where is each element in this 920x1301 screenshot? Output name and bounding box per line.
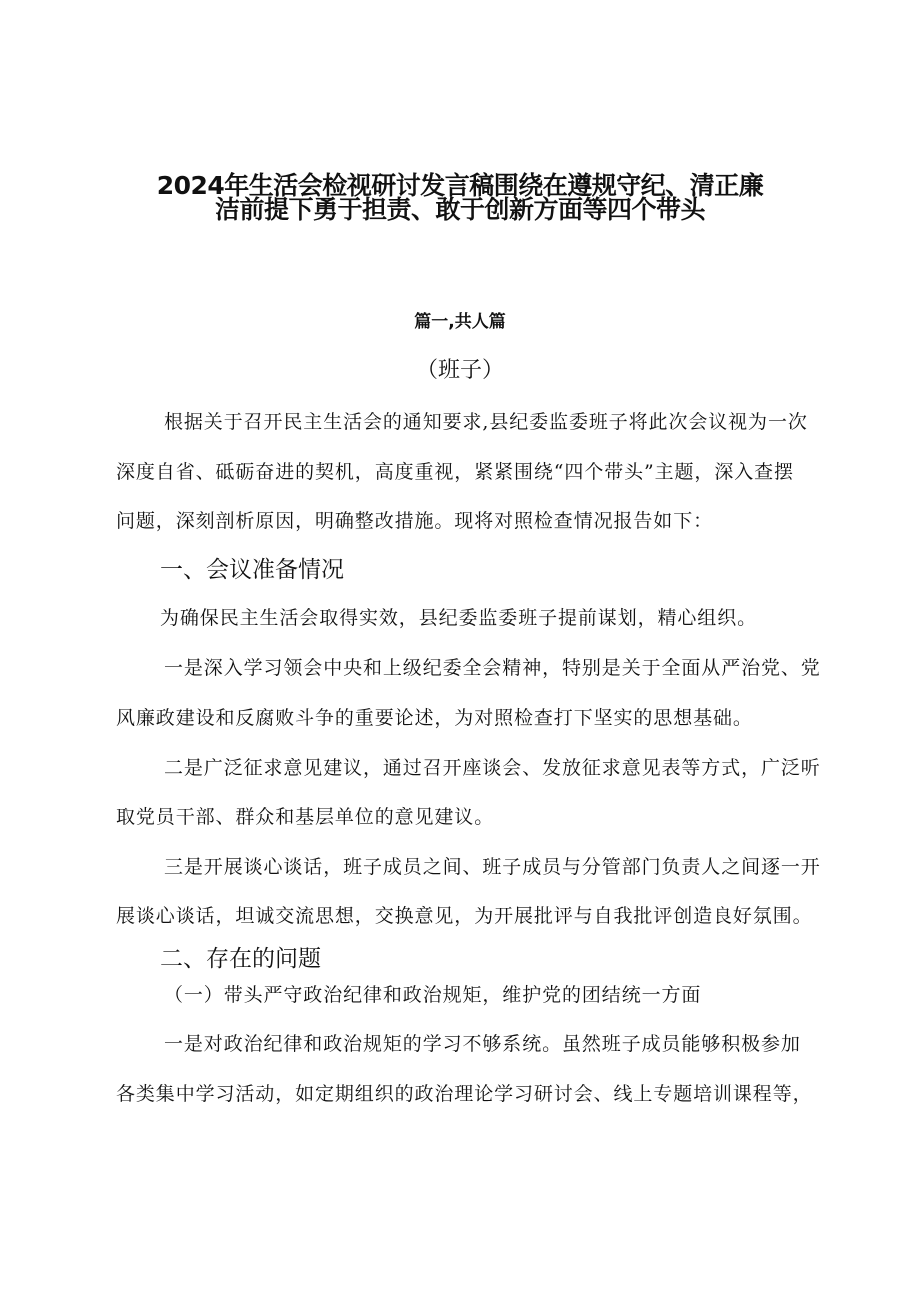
preparation-item-3-line-2: 展谈心谈话，坦诚交流思想，交换意见，为开展批评与自我批评创造良好氛围。 (116, 905, 813, 927)
preparation-item-3-line-1: 三是开展谈心谈话，班子成员之间、班子成员与分管部门负责人之间逐一开 (164, 856, 821, 878)
preparation-intro: 为确保民主生活会取得实效，县纪委监委班子提前谋划，精心组织。 (160, 607, 758, 629)
document-title-line-2: 洁前提下勇于担责、敢于创新方面等四个带头 (214, 195, 705, 224)
section-subtitle: （班子） (415, 358, 504, 383)
intro-line-3: 问题，深刻剖析原因，明确整改措施。现将对照检查情况报告如下： (116, 510, 714, 532)
intro-line-1: 根据关于召开民主生活会的通知要求,县纪委监委班子将此次会议视为一次 (164, 411, 808, 433)
section-title: 篇一,共人篇 (414, 312, 506, 332)
issue-1-line-1: 一是对政治纪律和政治规矩的学习不够系统。虽然班子成员能够积极参加 (164, 1033, 801, 1055)
preparation-item-2-line-2: 取党员干部、群众和基层单位的意见建议。 (116, 806, 495, 828)
document-title-line-1: 2024年生活会检视研讨发言稿围绕在遵规守纪、清正廉 (156, 171, 764, 200)
problem-subheading-1: （一）带头严守政治纪律和政治规矩，维护党的团结统一方面 (164, 984, 702, 1006)
preparation-item-1-line-2: 风廉政建设和反腐败斗争的重要论述，为对照检查打下坚实的思想基础。 (116, 707, 753, 729)
issue-1-line-2: 各类集中学习活动，如定期组织的政治理论学习研讨会、线上专题培训课程等， (116, 1083, 813, 1105)
preparation-item-2-line-1: 二是广泛征求意见建议，通过召开座谈会、发放征求意见表等方式，广泛听 (164, 757, 821, 779)
heading-problems: 二、存在的问题 (160, 946, 321, 972)
heading-preparation: 一、会议准备情况 (160, 557, 344, 583)
preparation-item-1-line-1: 一是深入学习领会中央和上级纪委全会精神，特别是关于全面从严治党、党 (164, 657, 821, 679)
intro-line-2: 深度自省、砥砺奋进的契机，高度重视，紧紧围绕“四个带头”主题，深入查摆 (116, 461, 794, 483)
